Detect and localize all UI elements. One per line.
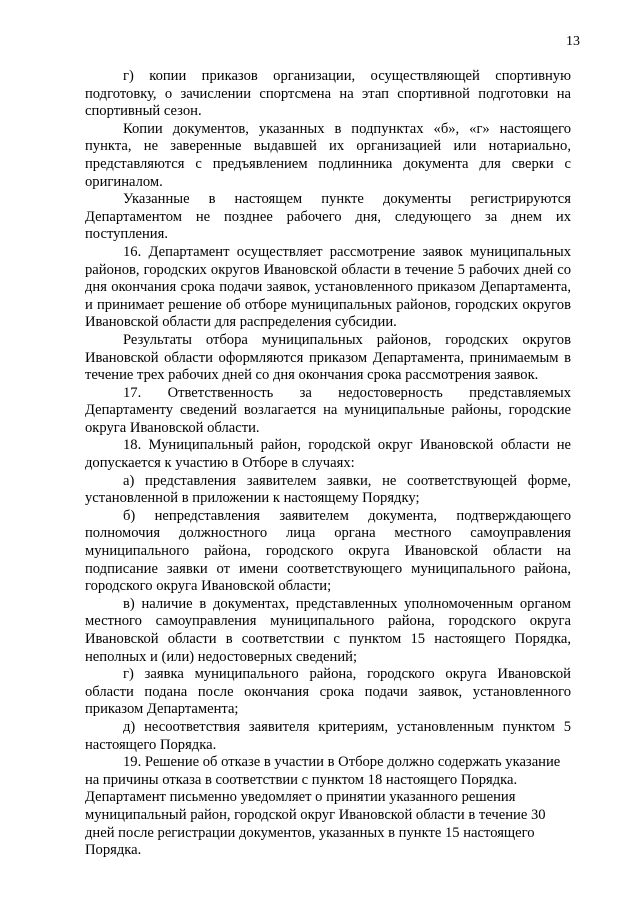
paragraph-clause-16: 16. Департамент осуществляет рассмотрение заявок муниципальных районов, городских округов Ивановской области в течение 5 рабочих дней со дня окончания срока подачи заявок, установленного приказом Департамента, и принимает решение об отборе муниципальных районов, городских округов Ивановской области для распределения субсидии. bbox=[85, 243, 571, 331]
paragraph-selection-results: Результаты отбора муниципальных районов, городских округов Ивановской области оформляются приказом Департамента, принимаемым в течение трех рабочих дней со дня окончания срока рассмотрения заявок. bbox=[85, 331, 571, 384]
document-body bbox=[85, 68, 571, 860]
paragraph-clause-17: 17. Ответственность за недостоверность представляемых Департаменту сведений возлагается на муниципальные районы, городские округа Ивановской области. bbox=[85, 384, 571, 436]
paragraph-registration: Указанные в настоящем пункте документы регистрируются Департаментом не позднее рабочего дня, следующего за днем их поступления. bbox=[85, 191, 571, 243]
paragraph-clause-18-g: г) заявка муниципального района, городского округа Ивановской области подана после окончания срока подачи заявок, установленного приказом Департамента; bbox=[85, 666, 571, 718]
paragraph-clause-18: 18. Муниципальный район, городской округ Ивановской области не допускается к участию в Отборе в случаях: bbox=[85, 437, 571, 472]
paragraph-item-g-orders: г) копии приказов организации, осуществляющей спортивную подготовку, о зачислении спортсмена на этап спортивной подготовки на спортивный сезон. bbox=[85, 68, 571, 120]
paragraph-copies-notarized: Копии документов, указанных в подпунктах «б», «г» настоящего пункта, не заверенные выдавшей их организацией или нотариально, представляются с предъявлением подлинника документа для сверки с оригиналом. bbox=[85, 120, 571, 190]
paragraph-clause-18-a: а) представления заявителем заявки, не соответствующей форме, установленной в приложении к настоящему Порядку; bbox=[85, 472, 571, 507]
paragraph-clause-19: 19. Решение об отказе в участии в Отборе должно содержать указание на причины отказа в соответствии с пунктом 18 настоящего Порядка. Департамент письменно уведомляет о принятии указанного решения муниципальный район, городской округ Ивановской области в течение 30 дней после регистрации документов, указанных в пункте 15 настоящего Порядка. bbox=[85, 754, 561, 859]
page-number: 13 bbox=[566, 34, 580, 49]
paragraph-clause-18-d: д) несоответствия заявителя критериям, установленным пунктом 5 настоящего Порядка. bbox=[85, 718, 571, 753]
paragraph-clause-18-b: б) непредставления заявителем документа, подтверждающего полномочия должностного лица органа местного самоуправления муниципального района, городского округа Ивановской области на подписание заявки от имени соответствующего муниципального района, городского округа Ивановской области; bbox=[85, 507, 571, 595]
paragraph-clause-18-v: в) наличие в документах, представленных уполномоченным органом местного самоуправления муниципального района, городского округа Ивановской области в соответствии с пунктом 15 настоящего Порядка, неполных и (или) недостоверных сведений; bbox=[85, 595, 571, 665]
